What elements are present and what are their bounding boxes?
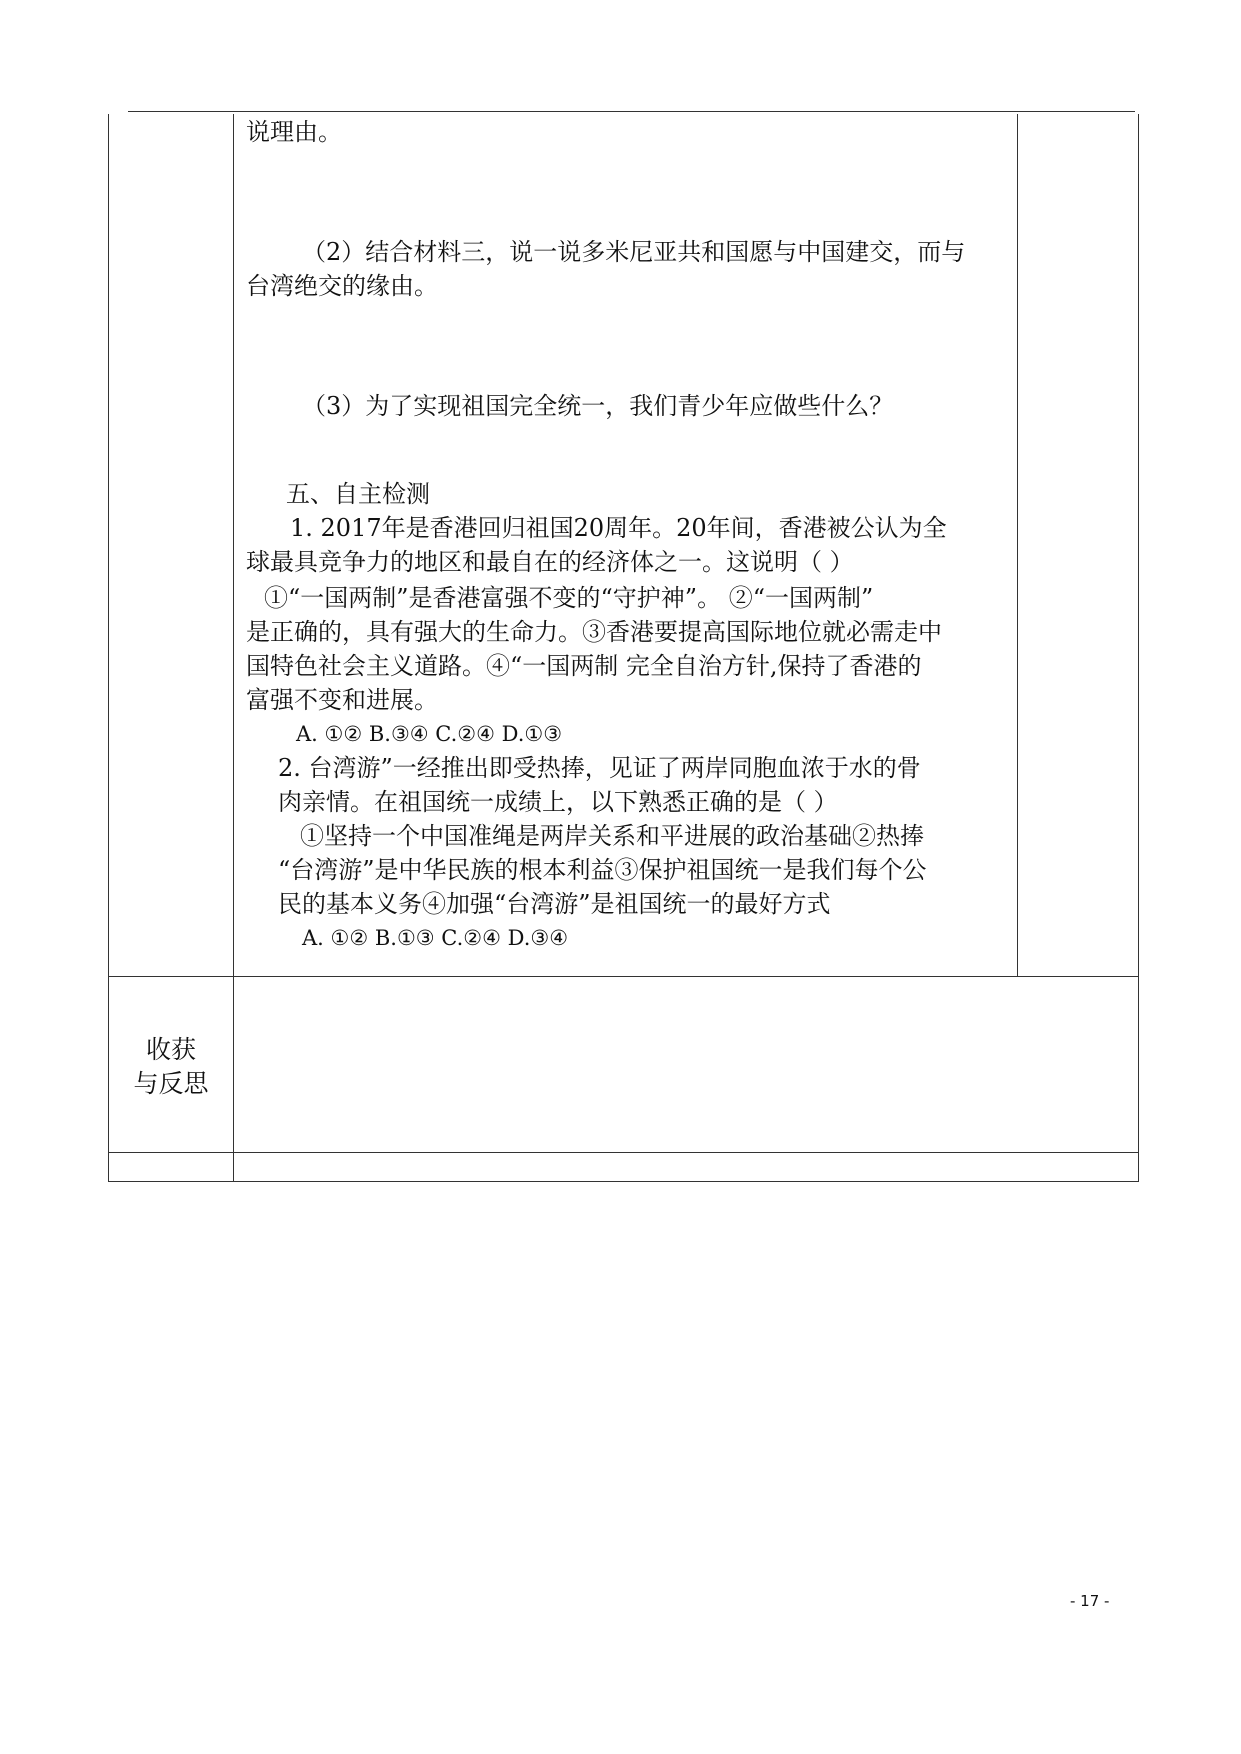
page-number: - 17 - <box>1070 1592 1110 1610</box>
exercise-2-options: A. ①② B.①③ C.②④ D.③④ <box>302 926 569 950</box>
exercise-1-statement: 富强不变和进展。 <box>246 686 438 714</box>
content-cell <box>246 112 1016 974</box>
table-bottom-border <box>108 1181 1139 1182</box>
question-2-line: （2）结合材料三，说一说多米尼亚共和国愿与中国建交，而与 <box>302 238 966 266</box>
exercise-1-statement: 国特色社会主义道路。④“一国两制 完全自治方针,保持了香港的 <box>246 652 922 680</box>
exercise-1-statement: ①“一国两制”是香港富强不变的“守护神”。 ②“一国两制” <box>264 584 874 612</box>
question-text-line: 说理由。 <box>246 118 342 146</box>
exercise-2-line: 2. 台湾游”一经推出即受热捧，见证了两岸同胞血浓于水的骨 <box>278 754 921 782</box>
reflection-input-area[interactable] <box>234 977 1137 1151</box>
question-2-line: 台湾绝交的缘由。 <box>246 272 438 300</box>
table-left-border <box>108 114 109 1182</box>
exercise-1-line: 1. 2017年是香港回归祖国20周年。20年间，香港被公认为全 <box>290 514 947 542</box>
notes-cell[interactable] <box>1018 114 1137 976</box>
table-right-border <box>1138 114 1139 1182</box>
answer-area[interactable] <box>246 306 1016 386</box>
reflection-label <box>110 979 232 1155</box>
empty-row-cell[interactable] <box>234 1153 1137 1180</box>
exercise-1-statement: 是正确的，具有强大的生命力。③香港要提高国际地位就必需走中 <box>246 618 942 646</box>
section-heading: 五、自主检测 <box>286 480 430 508</box>
reflection-label-line: 与反思 <box>133 1069 209 1098</box>
question-3-line: （3）为了实现祖国完全统一，我们青少年应做些什么？ <box>302 392 894 420</box>
exercise-2-line: 肉亲情。在祖国统一成绩上，以下熟悉正确的是（ ） <box>278 788 838 816</box>
exercise-1-line: 球最具竞争力的地区和最自在的经济体之一。这说明（ ） <box>246 548 854 576</box>
reflection-label-line: 收获 <box>145 1035 196 1064</box>
exercise-2-statement: ①坚持一个中国准绳是两岸关系和平进展的政治基础②热捧 <box>300 822 924 850</box>
empty-row-cell <box>109 1153 232 1180</box>
exercise-1-options: A. ①② B.③④ C.②④ D.①③ <box>296 722 563 746</box>
exercise-2-statement: 民的基本义务④加强“台湾游”是祖国统一的最好方式 <box>278 890 831 918</box>
exercise-2-statement: “台湾游”是中华民族的根本利益③保护祖国统一是我们每个公 <box>278 856 927 884</box>
